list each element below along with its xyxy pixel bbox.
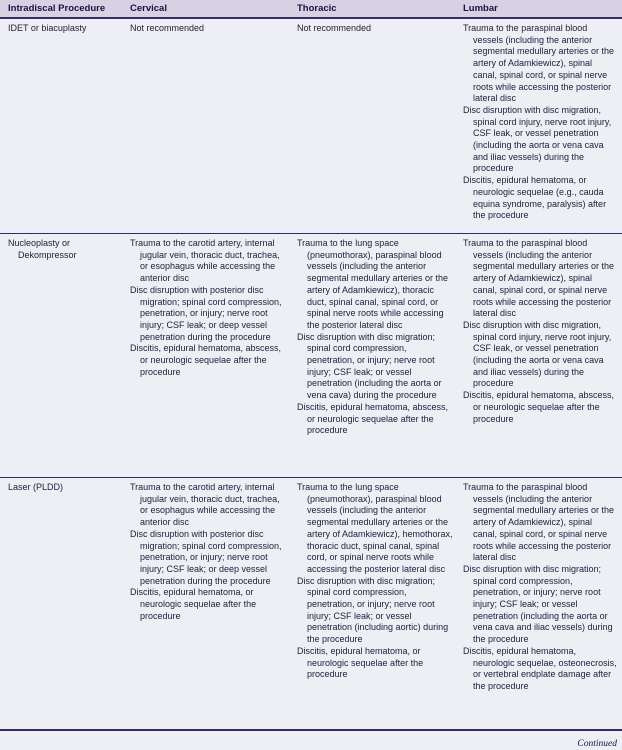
complication-paragraph: Disc disruption with posterior disc migration; spinal cord compression, penetration, or injury; nerve root injury; CSF leak; or deep vessel penetration during the procedure bbox=[130, 528, 282, 586]
cell-cervical bbox=[130, 23, 297, 231]
complication-paragraph: Trauma to the carotid artery, internal jugular vein, thoracic duct, trachea, or esophagus while accessing the anterior disc bbox=[130, 238, 280, 284]
complication-paragraph: Disc disruption with disc migration, spinal cord injury, nerve root injury, CSF leak, or vessel penetration (including the aorta or vena cava and iliac vessels) during the procedure bbox=[463, 104, 612, 174]
complication-paragraph: Discitis, epidural hematoma, neurologic sequelae, osteonecrosis, or vertebral endplate damage after the procedure bbox=[463, 645, 617, 691]
complication-paragraph: Discitis, epidural hematoma, abscess, or neurologic sequelae after the procedure bbox=[130, 343, 282, 377]
table-body bbox=[0, 19, 622, 731]
procedure-name: Laser (PLDD) bbox=[8, 482, 64, 492]
complication-paragraph: Disc disruption with disc migration; spinal cord compression, penetration, or injury; nerve root injury; CSF leak; or vessel penetration (including the aorta or vena cava) during the procedure bbox=[297, 331, 442, 401]
complication-paragraph: Disc disruption with posterior disc migration; spinal cord compression, penetration, or injury; nerve root injury; CSF leak; or deep vessel penetration during the procedure bbox=[130, 284, 282, 342]
cell-cervical bbox=[130, 238, 297, 475]
complication-paragraph: Trauma to the lung space (pneumothorax), paraspinal blood vessels (including the anterior segmental medullary arteries or the artery of Adamkiewicz), hemothorax, thoracic duct, spinal canal, spinal cord, or spinal nerve roots while accessing the posterior lateral disc bbox=[297, 482, 453, 574]
complication-paragraph: Trauma to the paraspinal blood vessels (including the anterior segmental medullary arteries or the artery of Adamkiewicz), spinal canal, spinal cord, or spinal nerve roots while accessing the posterior lateral disc bbox=[463, 238, 615, 319]
cell-procedure bbox=[0, 238, 130, 475]
cell-lumbar bbox=[463, 482, 622, 727]
complication-paragraph: Trauma to the lung space (pneumothorax), paraspinal blood vessels (including the anterior segmental medullary arteries or the artery of Adamkiewicz), thoracic duct, spinal canal, spinal cord, or spinal nerve roots while accessing the posterior lateral disc bbox=[297, 238, 449, 330]
complication-paragraph: Discitis, epidural hematoma, abscess, or neurologic sequelae after the procedure bbox=[463, 390, 615, 424]
complication-paragraph: Not recommended bbox=[130, 23, 205, 33]
cell-procedure bbox=[0, 482, 130, 727]
cell-procedure bbox=[0, 23, 130, 231]
column-header-procedure: Intradiscal Procedure bbox=[8, 3, 106, 14]
complication-paragraph: Not recommended bbox=[297, 23, 372, 33]
cell-cervical bbox=[130, 482, 297, 727]
complication-paragraph: Disc disruption with disc migration; spinal cord compression, penetration, or injury; nerve root injury; CSF leak; or vessel penetration (including the aorta or vena cava and iliac vessels) during the procedure bbox=[463, 563, 613, 645]
complication-paragraph: Discitis, epidural hematoma, abscess, or neurologic sequelae after the procedure bbox=[297, 401, 449, 436]
cell-lumbar bbox=[463, 238, 622, 475]
cell-thoracic bbox=[297, 482, 463, 727]
cell-thoracic bbox=[297, 238, 463, 475]
column-header-cervical: Cervical bbox=[130, 3, 167, 14]
complication-paragraph: Trauma to the carotid artery, internal jugular vein, thoracic duct, trachea, or esophagus while accessing the anterior disc bbox=[130, 482, 280, 528]
complication-paragraph: Discitis, epidural hematoma, or neurologic sequelae after the procedure bbox=[130, 587, 257, 621]
continued-label: Continued bbox=[577, 739, 617, 749]
table-header-row bbox=[0, 0, 622, 19]
procedure-name: Nucleoplasty or Dekompressor bbox=[8, 238, 77, 260]
table-row bbox=[0, 19, 622, 233]
complication-paragraph: Trauma to the paraspinal blood vessels (including the anterior segmental medullary arteries or the artery of Adamkiewicz), spinal canal, spinal cord, or spinal nerve roots while accessing the posterior lateral disc bbox=[463, 23, 615, 104]
complication-paragraph: Discitis, epidural hematoma, or neurologic sequelae (e.g., cauda equina syndrome, paralysis) after the procedure bbox=[463, 175, 607, 221]
complication-paragraph: Disc disruption with disc migration; spinal cord compression, penetration, or injury; nerve root injury; CSF leak; or vessel penetration (including aortic) during the procedure bbox=[297, 575, 449, 645]
table-row bbox=[0, 477, 622, 729]
complication-paragraph: Discitis, epidural hematoma, or neurologic sequelae after the procedure bbox=[297, 645, 424, 680]
complication-paragraph: Trauma to the paraspinal blood vessels (including the anterior segmental medullary arteries or the artery of Adamkiewicz), spinal canal, spinal cord, or spinal nerve roots while accessing the posterior lateral disc bbox=[463, 482, 615, 563]
table-row bbox=[0, 233, 622, 477]
complication-paragraph: Disc disruption with disc migration, spinal cord injury, nerve root injury, CSF leak, or vessel penetration (including the aorta or vena cava and iliac vessels) during the procedure bbox=[463, 319, 612, 389]
cell-thoracic bbox=[297, 23, 463, 231]
procedure-name: IDET or biacuplasty bbox=[8, 23, 87, 33]
column-header-lumbar: Lumbar bbox=[463, 3, 498, 14]
column-header-thoracic: Thoracic bbox=[297, 3, 337, 14]
cell-lumbar bbox=[463, 23, 622, 231]
